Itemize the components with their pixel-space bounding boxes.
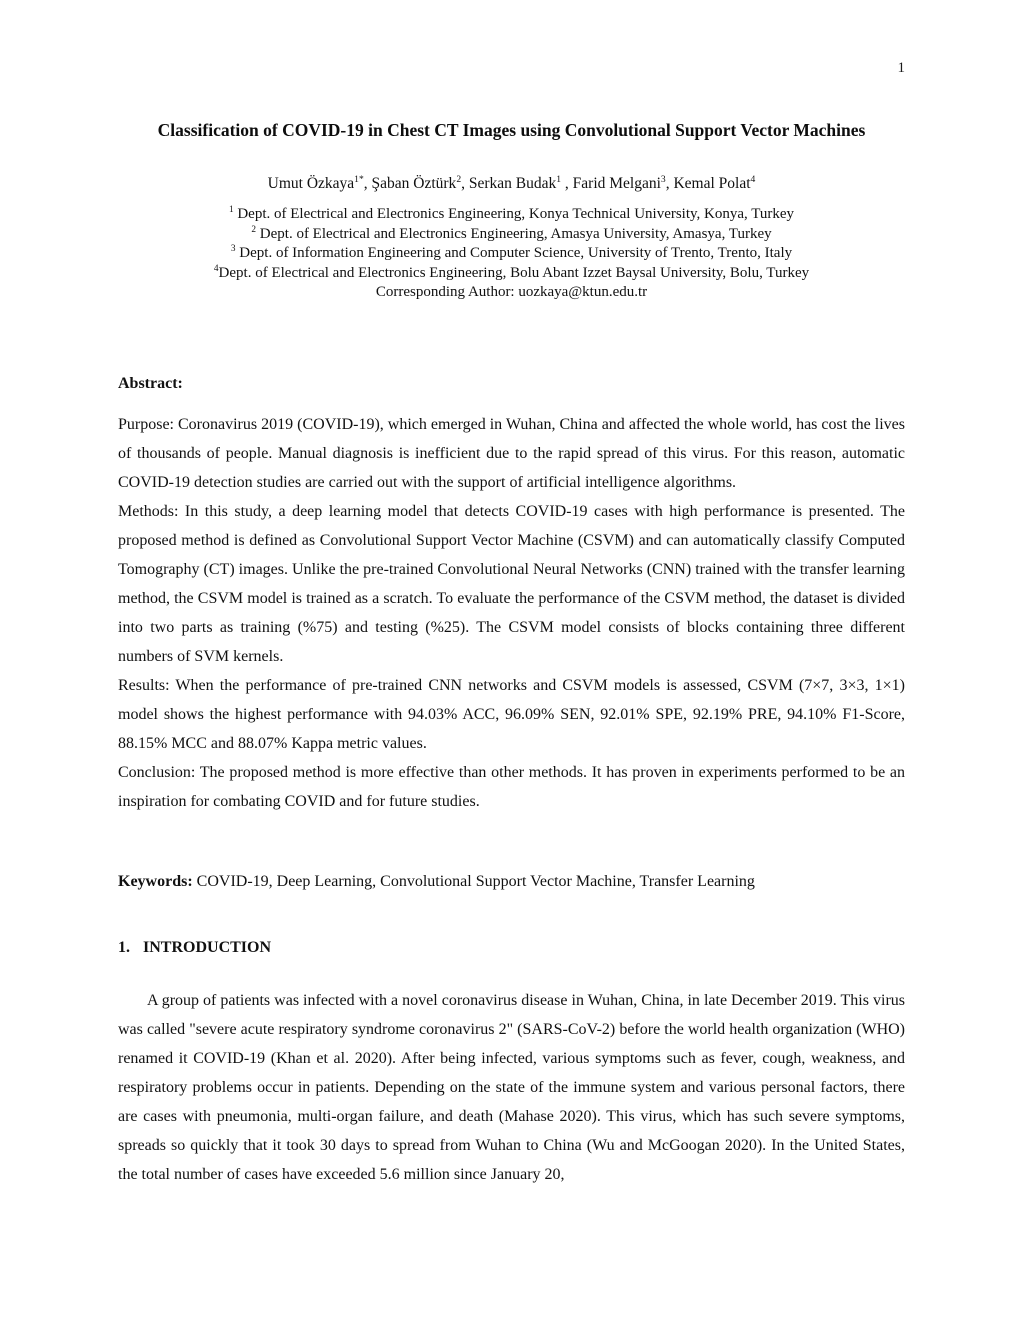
author-superscript: 1* [354,173,364,185]
abstract-paragraph-results: Results: When the performance of pre-trained CNN networks and CSVM models is assessed, CSVM (7×7, 3×3, 1×1) model shows the highest performance with 94.03% ACC, 96.09% SEN, 92.01% SPE, 92.19% PRE, 94.10% F1-Score, 88.15% MCC and 88.07% Kappa metric values. [118,676,905,752]
affiliation-text: Dept. of Electrical and Electronics Engineering, Konya Technical University, Konya, Turkey [233,206,795,222]
author-name: Serkan Budak [468,175,557,192]
affiliation-superscript: 1 [228,205,234,215]
author-separator: , [461,175,469,192]
abstract-paragraph-conclusion: Conclusion: The proposed method is more effective than other methods. It has proven in experiments performed to be an inspiration for combating COVID and for future studies. [118,763,905,810]
affiliation-text: Dept. of Electrical and Electronics Engineering, Amasya University, Amasya, Turkey [256,225,772,242]
affiliation-line [118,244,905,264]
author [469,175,573,192]
author-line [118,174,905,194]
author-name: Şaban Öztürk [371,175,457,192]
keywords-text: COVID-19, Deep Learning, Convolutional Support Vector Machine, Transfer Learning [192,872,755,890]
author-name: Farid Melgani [572,175,661,192]
keywords-line [118,872,905,892]
affiliation-line [118,205,905,225]
paper-title: Classification of COVID-19 in Chest CT Images using Convolutional Support Vector Machines [157,120,866,140]
author-separator: , [363,175,372,192]
affiliations-block [118,205,905,303]
introduction-paragraph: A group of patients was infected with a novel coronavirus disease in Wuhan, China, in late December 2019. This virus was called "severe acute respiratory syndrome coronavirus 2" (SARS-CoV-2) before the world health organization (WHO) renamed it COVID-19 (Khan et al. 2020). After being infected, various symptoms such as fever, cough, weakness, and respiratory problems occur in patients. Depending on the state of the immune system and various personal factors, there are cases with pneumonia, multi-organ failure, and death (Mahase 2020). This virus, which has such severe symptoms, spreads so quickly that it took 30 days to spread from Wuhan to China (Wu and McGoogan 2020). In the United States, the total number of cases have exceeded 5.6 million since January 20, [118,991,905,1183]
author [268,175,372,192]
affiliation-line [118,264,905,284]
author-separator: , [561,175,573,192]
author [673,175,755,192]
corresponding-author-line [118,283,905,303]
abstract-paragraph-purpose: Purpose: Coronavirus 2019 (COVID-19), which emerged in Wuhan, China and affected the whole world, has cost the lives of thousands of people. Manual diagnosis is inefficient due to the rapid spread of this virus. For this reason, automatic COVID-19 detection studies are carried out with the support of artificial intelligence algorithms. [118,415,905,491]
author-superscript: 3 [660,173,666,185]
author-superscript: 1 [556,173,562,185]
author-separator: , [665,175,674,192]
affiliation-superscript: 3 [230,244,236,254]
section-title: INTRODUCTION [143,938,272,956]
page-number: 1 [897,60,905,76]
author [573,175,674,192]
abstract-heading: Abstract: [118,374,183,392]
introduction-heading [118,938,905,958]
author [372,175,469,192]
affiliation-superscript: 4 [213,263,219,274]
author-superscript: 4 [750,173,756,185]
section-number: 1. [118,938,130,956]
author-name: Kemal Polat [673,175,751,192]
corresponding-author-label: Corresponding Author: [375,284,519,300]
keywords-label: Keywords: [118,872,193,890]
abstract-paragraph-methods: Methods: In this study, a deep learning model that detects COVID-19 cases with high performance is presented. The proposed method is defined as Convolutional Support Vector Machine (CSVM) and can automatically classify Computed Tomography (CT) images. Unlike the pre-trained Convolutional Neural Networks (CNN) trained with the transfer learning method, the CSVM model is trained as a scratch. To evaluate the performance of the CSVM method, the dataset is divided into two parts as training (%75) and testing (%25). The CSVM model consists of blocks containing three different numbers of SVM kernels. [118,502,905,665]
affiliation-line [118,225,905,245]
corresponding-author-email: uozkaya@ktun.edu.tr [518,284,648,300]
affiliation-text: Dept. of Electrical and Electronics Engineering, Bolu Abant Izzet Baysal University, Bolu, Turkey [218,264,810,281]
affiliation-text: Dept. of Information Engineering and Computer Science, University of Trento, Trento, Italy [235,245,793,261]
author-name: Umut Özkaya [267,175,355,192]
author-superscript: 2 [456,173,462,185]
affiliation-superscript: 2 [251,224,257,235]
